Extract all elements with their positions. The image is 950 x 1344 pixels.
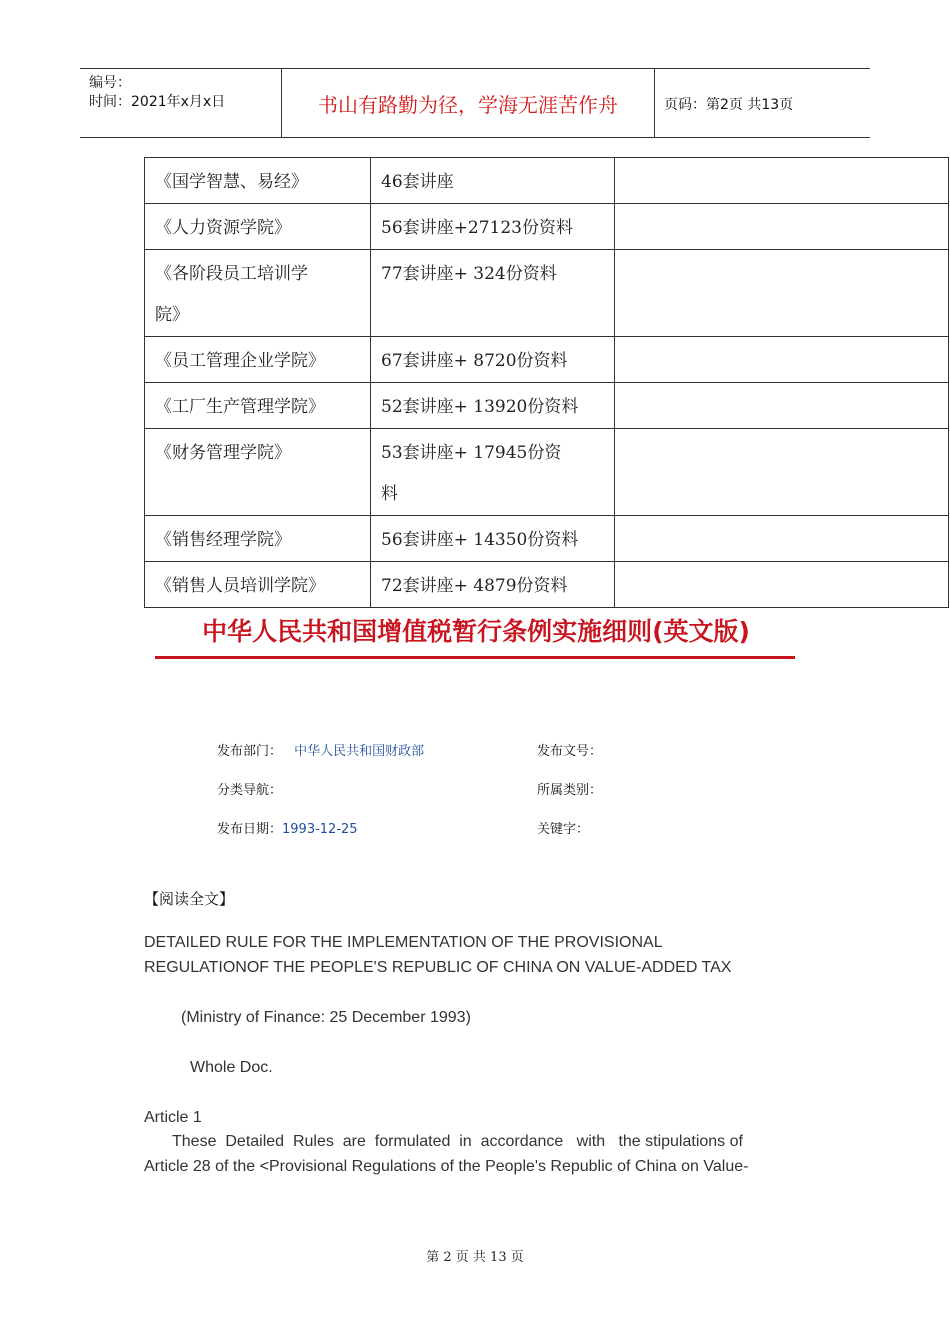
paragraph-line-1: These Detailed Rules are formulated in accordance with the stipulations of bbox=[172, 1133, 743, 1150]
date-value: 1993-12-25 bbox=[282, 822, 358, 837]
table-row bbox=[145, 562, 949, 608]
read-full-link[interactable]: 【阅读全文】 bbox=[144, 890, 235, 908]
catalog-name-line: 院》 bbox=[155, 305, 189, 325]
whole-doc-line: Whole Doc. bbox=[190, 1059, 273, 1076]
page-footer: 第 2 页 共 13 页 bbox=[426, 1250, 524, 1265]
docno-label: 发布文号： bbox=[537, 744, 603, 759]
catalog-empty-cell bbox=[615, 383, 949, 429]
keyword-label: 关键字： bbox=[537, 822, 590, 837]
catalog-name: 《员工管理企业学院》 bbox=[145, 337, 371, 383]
catalog-empty-cell bbox=[615, 204, 949, 250]
dept-link[interactable]: 中华人民共和国财政部 bbox=[294, 744, 425, 759]
heading-line-2: REGULATIONOF THE PEOPLE'S REPUBLIC OF CHINA ON VALUE-ADDED TAX bbox=[144, 959, 732, 976]
catalog-empty-cell bbox=[615, 429, 949, 516]
catalog-empty-cell bbox=[615, 337, 949, 383]
paragraph-line-2: Article 28 of the <Provisional Regulations of the People's Republic of China on Value- bbox=[144, 1158, 749, 1175]
table-row bbox=[145, 429, 949, 516]
catalog-detail: 56套讲座+ 14350份资料 bbox=[371, 516, 615, 562]
catalog-detail: 56套讲座+27123份资料 bbox=[371, 204, 615, 250]
catalog-empty-cell bbox=[615, 562, 949, 608]
catalog-empty-cell bbox=[615, 516, 949, 562]
table-row bbox=[145, 204, 949, 250]
catalog-detail-line: 料 bbox=[381, 484, 398, 504]
table-row bbox=[145, 250, 949, 337]
catalog-detail: 52套讲座+ 13920份资料 bbox=[371, 383, 615, 429]
catalog-name-line: 《各阶段员工培训学 bbox=[155, 264, 308, 284]
title-underline bbox=[155, 656, 795, 659]
catalog-name: 《工厂生产管理学院》 bbox=[145, 383, 371, 429]
time-label: 时间：2021年x月x日 bbox=[89, 94, 226, 110]
catalog-name bbox=[145, 250, 371, 337]
heading-line-1: DETAILED RULE FOR THE IMPLEMENTATION OF THE PROVISIONAL bbox=[144, 934, 663, 951]
date-label: 发布日期： bbox=[217, 822, 283, 837]
nav-label: 分类导航： bbox=[217, 783, 283, 798]
catalog-detail bbox=[371, 429, 615, 516]
page-header bbox=[80, 68, 870, 138]
number-label: 编号： bbox=[89, 75, 131, 91]
catalog-empty-cell bbox=[615, 250, 949, 337]
catalog-detail: 46套讲座 bbox=[371, 158, 615, 204]
article-heading: Article 1 bbox=[144, 1109, 202, 1126]
header-motto: 书山有路勤为径，学海无涯苦作舟 bbox=[282, 69, 655, 137]
catalog-empty-cell bbox=[615, 158, 949, 204]
catalog-name: 《销售经理学院》 bbox=[145, 516, 371, 562]
table-row bbox=[145, 337, 949, 383]
document-title: 中华人民共和国增值税暂行条例实施细则(英文版) bbox=[202, 617, 750, 646]
catalog-detail: 72套讲座+ 4879份资料 bbox=[371, 562, 615, 608]
source-line: (Ministry of Finance: 25 December 1993) bbox=[181, 1009, 471, 1026]
catalog-detail: 67套讲座+ 8720份资料 bbox=[371, 337, 615, 383]
table-row bbox=[145, 383, 949, 429]
header-info-cell bbox=[80, 69, 282, 137]
dept-label: 发布部门： bbox=[217, 744, 283, 759]
catalog-detail-line: 53套讲座+ 17945份资 bbox=[381, 443, 562, 463]
table-row bbox=[145, 516, 949, 562]
meta-date bbox=[217, 818, 358, 837]
catalog-name: 《财务管理学院》 bbox=[145, 429, 371, 516]
catalog-name: 《销售人员培训学院》 bbox=[145, 562, 371, 608]
meta-dept bbox=[217, 740, 424, 759]
catalog-detail: 77套讲座+ 324份资料 bbox=[371, 250, 615, 337]
catalog-table bbox=[144, 157, 949, 608]
category-label: 所属类别： bbox=[537, 783, 603, 798]
table-row bbox=[145, 158, 949, 204]
catalog-name: 《国学智慧、易经》 bbox=[145, 158, 371, 204]
header-page-info: 页码：第2页 共13页 bbox=[664, 97, 794, 113]
catalog-name: 《人力资源学院》 bbox=[145, 204, 371, 250]
